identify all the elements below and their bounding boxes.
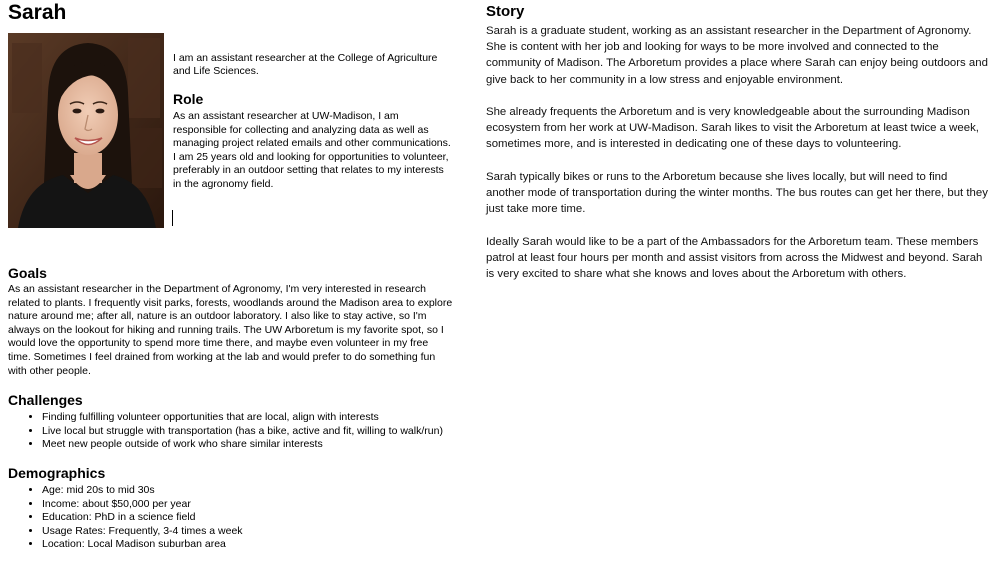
list-item: • Location: Local Madison suburban area <box>42 538 482 552</box>
goals-description: As an assistant researcher in the Department of Agronomy, I'm very interested in research related to plants. I frequently visit parks, forests, woodlands around the Madison area to explore nature around me; after all, nature is an outdoor laboratory. I also like to stay active, so I'm always on the lookout for hiking and running trails. The UW Arboretum is my favorite spot, so I would love the opportunity to spend more time there, and maybe even volunteer in my free time. Sometimes I feel drained from working at the lab and would prefer to do something fun with other people. <box>8 283 453 377</box>
demographics-list <box>8 484 482 552</box>
challenges-list <box>8 411 482 452</box>
list-item: • Income: about $50,000 per year <box>42 498 482 512</box>
list-item: • Age: mid 20s to mid 30s <box>42 484 482 498</box>
goals-heading: Goals <box>8 265 47 281</box>
persona-intro: I am an assistant researcher at the College of Agriculture and Life Sciences. <box>173 52 438 78</box>
demographics-heading: Demographics <box>8 465 106 481</box>
story-heading: Story <box>486 3 525 20</box>
story-paragraph: Sarah is a graduate student, working as an assistant researcher in the Department of Agronomy. She is content with her job and looking for ways to be more involved and connected to the community of Madison. The Arboretum provides a place where Sarah can enjoy being outdoors and give back to her community in a low stress and enjoyable environment. <box>486 25 988 86</box>
story-paragraph: She already frequents the Arboretum and is very knowledgeable about the surrounding Madison ecosystem from her work at UW-Madison. Sarah likes to visit the Arboretum at least twice a week, sometimes more, and is interested in dedicating one of these days to volunteering. <box>486 106 979 151</box>
portrait-photo <box>8 33 164 228</box>
list-item: • Live local but struggle with transportation (has a bike, active and fit, willing to walk/run) <box>42 425 482 439</box>
role-heading: Role <box>173 91 204 107</box>
story-paragraph: Sarah typically bikes or runs to the Arboretum because she lives locally, but will need to find another mode of transportation during the winter months. The bus routes can get her there, but they just take more time. <box>486 170 988 216</box>
story-paragraph: Ideally Sarah would like to be a part of the Ambassadors for the Arboretum team. These members patrol at least four hours per month and assist visitors from across the Midwest and beyond. Sarah is very excited to share what she knows and loves about the Arboretum with others. <box>486 235 983 280</box>
persona-name: Sarah <box>8 1 67 24</box>
list-item: • Meet new people outside of work who share similar interests <box>42 438 482 452</box>
text-cursor <box>172 210 173 226</box>
list-item: • Finding fulfilling volunteer opportunities that are local, align with interests <box>42 411 482 425</box>
list-item: • Education: PhD in a science field <box>42 511 482 525</box>
challenges-heading: Challenges <box>8 392 83 408</box>
role-description: As an assistant researcher at UW-Madison, I am responsible for collecting and analyzing data as well as managing project related emails and other communications. I am 25 years old and looking for opportunities to volunteer, preferably in an outdoor setting that relates to my interests in the agronomy field. <box>173 110 451 190</box>
list-item: • Usage Rates: Frequently, 3-4 times a week <box>42 525 482 539</box>
story-body <box>486 23 988 298</box>
